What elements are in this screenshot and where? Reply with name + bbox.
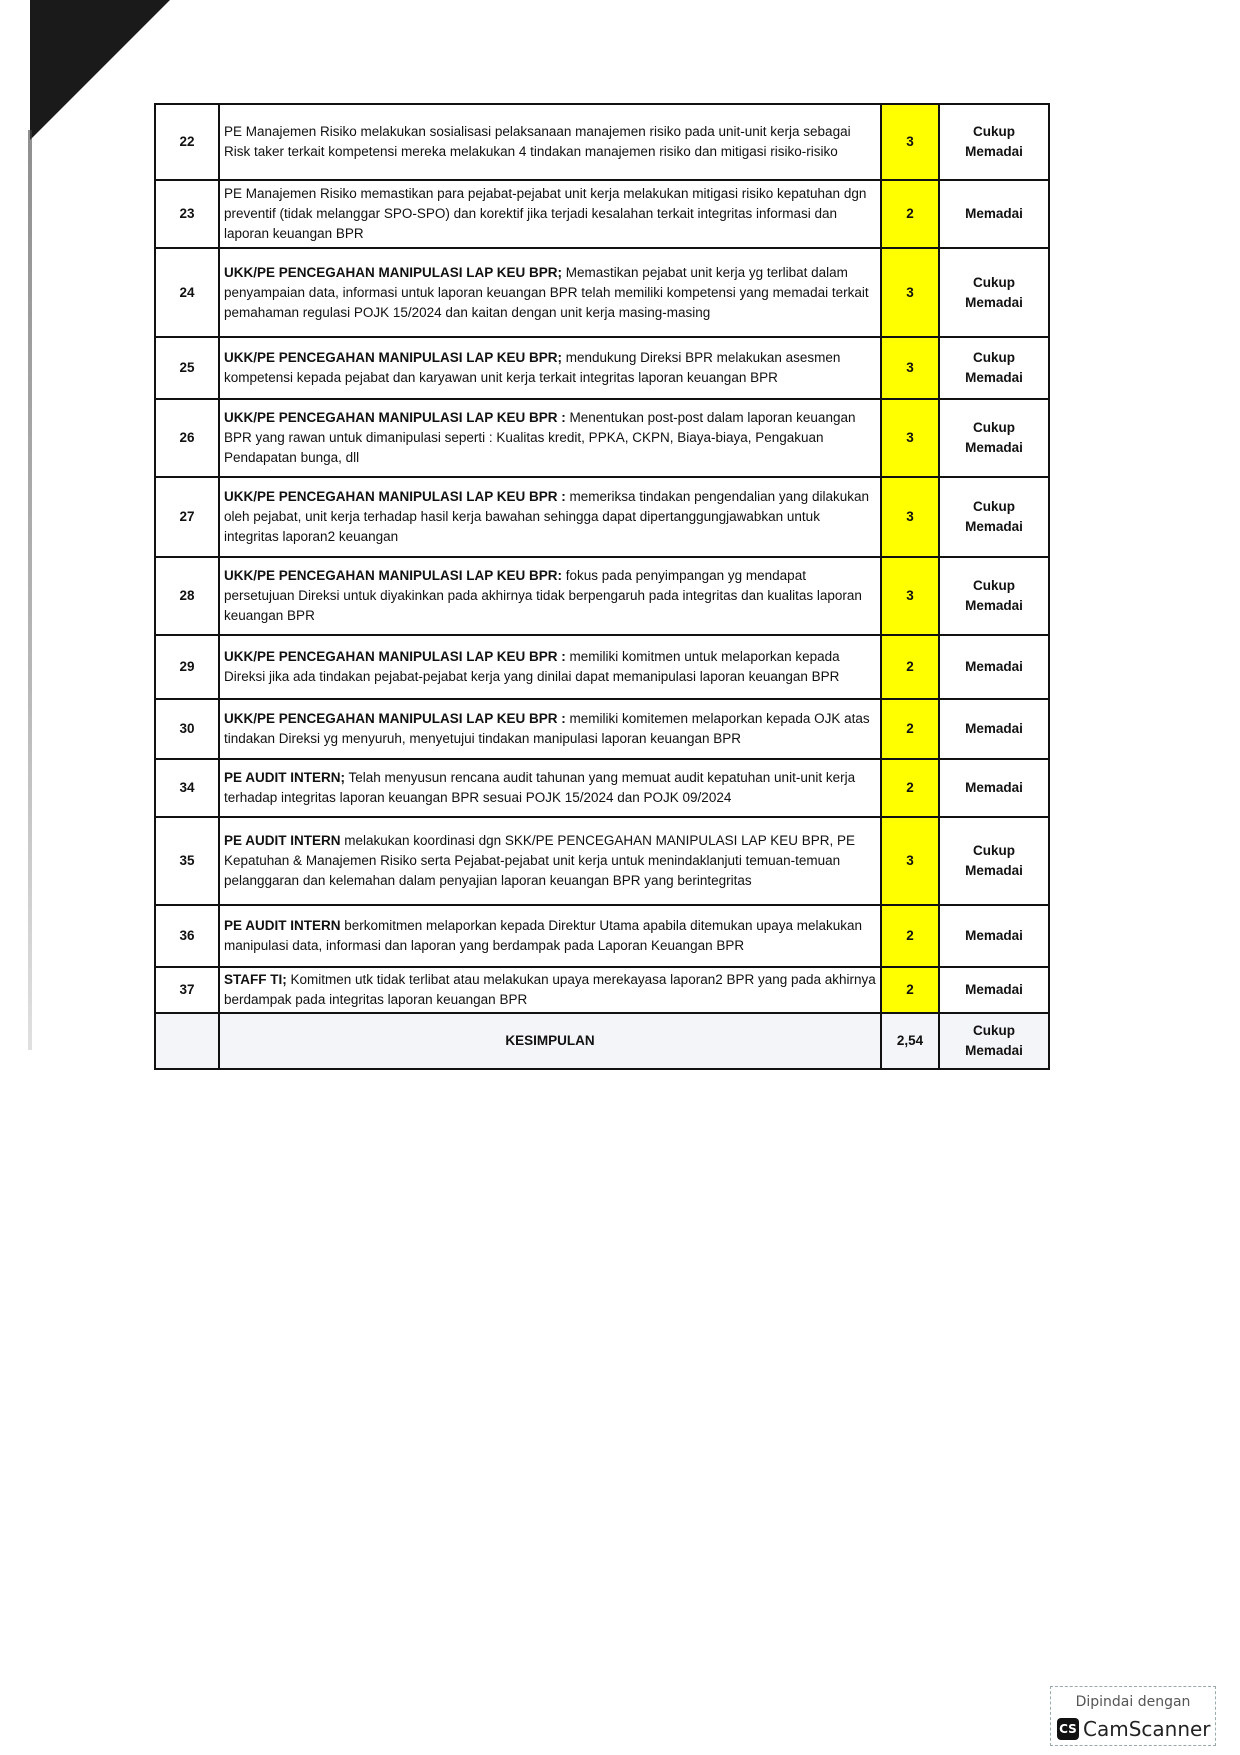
row-number: 27	[155, 477, 219, 557]
row-result: Memadai	[939, 905, 1049, 967]
row-description	[219, 337, 881, 399]
row-score: 3	[881, 817, 939, 905]
row-text: PE Manajemen Risiko memastikan para pejabat-pejabat unit kerja melakukan mitigasi risiko kepatuhan dgn preventif (tidak melanggar SPO-SPO) dan korektif jika terjadi kesalahan terkait integritas informasi dan laporan keuangan BPR	[224, 186, 867, 241]
row-score: 2	[881, 635, 939, 699]
table-row	[155, 399, 1049, 477]
table-row	[155, 905, 1049, 967]
row-number: 25	[155, 337, 219, 399]
row-description	[219, 180, 881, 248]
row-lead: UKK/PE PENCEGAHAN MANIPULASI LAP KEU BPR;	[224, 264, 563, 280]
summary-empty-cell	[155, 1013, 219, 1069]
row-number: 36	[155, 905, 219, 967]
row-result: Cukup Memadai	[939, 248, 1049, 337]
table-row	[155, 557, 1049, 635]
row-number: 22	[155, 104, 219, 180]
row-result: Memadai	[939, 967, 1049, 1013]
table-row	[155, 104, 1049, 180]
row-score: 2	[881, 180, 939, 248]
row-result: Memadai	[939, 699, 1049, 759]
table-row	[155, 337, 1049, 399]
scan-left-edge-shadow	[28, 130, 32, 1050]
row-score: 3	[881, 104, 939, 180]
row-result: Memadai	[939, 635, 1049, 699]
row-score: 3	[881, 248, 939, 337]
row-text: PE Manajemen Risiko melakukan sosialisasi pelaksanaan manajemen risiko pada unit-unit kerja sebagai Risk taker terkait kompetensi mereka melakukan 4 tindakan manajemen risiko dan mitigasi risiko-risiko	[224, 124, 851, 159]
row-score: 2	[881, 905, 939, 967]
table-row	[155, 967, 1049, 1013]
row-lead: UKK/PE PENCEGAHAN MANIPULASI LAP KEU BPR :	[224, 489, 566, 504]
summary-score: 2,54	[881, 1013, 939, 1069]
watermark-brand-name: CamScanner	[1083, 1717, 1211, 1741]
row-score: 2	[881, 699, 939, 759]
row-number: 23	[155, 180, 219, 248]
table-row	[155, 477, 1049, 557]
row-score: 3	[881, 337, 939, 399]
row-lead: STAFF TI;	[224, 972, 287, 987]
row-number: 37	[155, 967, 219, 1013]
table-row	[155, 817, 1049, 905]
row-lead: UKK/PE PENCEGAHAN MANIPULASI LAP KEU BPR;	[224, 350, 563, 365]
row-text: memiliki komitemen melaporkan kepada OJK atas tindakan Direksi yg menyuruh, menyetujui tindakan manipulasi laporan keuangan BPR	[224, 711, 870, 746]
summary-label: KESIMPULAN	[219, 1013, 881, 1069]
row-text: Komitmen utk tidak terlibat atau melakukan upaya merekayasa laporan2 BPR yang pada akhirnya berdampak pada integritas laporan keuangan BPR	[224, 972, 876, 1007]
row-description	[219, 635, 881, 699]
assessment-table	[154, 103, 1050, 1070]
row-number: 26	[155, 399, 219, 477]
row-text: Menentukan post-post dalam laporan keuangan BPR yang rawan untuk dimanipulasi seperti : Kualitas kredit, PPKA, CKPN, Biaya-biaya, Pengakuan Pendapatan bunga, dll	[224, 410, 856, 465]
row-result: Cukup Memadai	[939, 104, 1049, 180]
row-text: melakukan koordinasi dgn SKK/PE PENCEGAHAN MANIPULASI LAP KEU BPR, PE Kepatuhan & Manajemen Risiko serta Pejabat-pejabat unit kerja untuk menindaklanjuti temuan-temuan pelanggaran dan kelemahan dalam penyajian laporan keuangan BPR yang berintegritas	[224, 833, 855, 888]
row-lead: PE AUDIT INTERN	[224, 918, 341, 933]
row-description	[219, 248, 881, 337]
row-description	[219, 477, 881, 557]
watermark-brand	[1057, 1717, 1211, 1741]
table-row	[155, 248, 1049, 337]
summary-result: Cukup Memadai	[939, 1013, 1049, 1069]
row-lead: PE AUDIT INTERN	[224, 833, 341, 848]
row-text: berkomitmen melaporkan kepada Direktur Utama apabila ditemukan upaya melakukan manipulasi data, informasi dan laporan yang berdampak pada Laporan Keuangan BPR	[224, 918, 863, 953]
row-lead: UKK/PE PENCEGAHAN MANIPULASI LAP KEU BPR :	[224, 410, 566, 425]
row-text: mendukung Direksi BPR melakukan asesmen kompetensi kepada pejabat dan karyawan unit kerja terkait integritas laporan keuangan BPR	[224, 350, 841, 385]
row-number: 28	[155, 557, 219, 635]
row-score: 3	[881, 477, 939, 557]
table-row	[155, 635, 1049, 699]
row-result: Cukup Memadai	[939, 337, 1049, 399]
row-result: Cukup Memadai	[939, 817, 1049, 905]
scan-dark-corner	[30, 0, 170, 140]
camscanner-watermark	[1050, 1686, 1216, 1746]
row-description	[219, 399, 881, 477]
row-number: 35	[155, 817, 219, 905]
row-lead: UKK/PE PENCEGAHAN MANIPULASI LAP KEU BPR :	[224, 711, 566, 726]
camscanner-logo-icon: CS	[1057, 1718, 1079, 1740]
row-result: Memadai	[939, 180, 1049, 248]
row-lead: UKK/PE PENCEGAHAN MANIPULASI LAP KEU BPR :	[224, 649, 566, 664]
summary-row	[155, 1013, 1049, 1069]
row-result: Memadai	[939, 759, 1049, 817]
row-score: 2	[881, 759, 939, 817]
row-description	[219, 817, 881, 905]
row-text: Memastikan pejabat unit kerja yg terlibat dalam penyampaian data, informasi untuk laporan keuangan BPR telah memiliki kompetensi yang memadai terkait pemahaman regulasi POJK 15/2024 dan kaitan dengan unit kerja masing-masing	[224, 264, 869, 320]
row-score: 3	[881, 399, 939, 477]
row-result: Cukup Memadai	[939, 557, 1049, 635]
table-row	[155, 699, 1049, 759]
row-lead: PE AUDIT INTERN;	[224, 770, 345, 785]
row-number: 29	[155, 635, 219, 699]
watermark-caption: Dipindai dengan	[1075, 1694, 1191, 1710]
row-text: memiliki komitmen untuk melaporkan kepada Direksi jika ada tindakan pejabat-pejabat kerja yang dinilai dapat memanipulasi laporan keuangan BPR	[224, 649, 840, 684]
table-row	[155, 759, 1049, 817]
row-score: 2	[881, 967, 939, 1013]
row-description	[219, 557, 881, 635]
row-text: memeriksa tindakan pengendalian yang dilakukan oleh pejabat, unit kerja terhadap hasil kerja bawahan sehingga dapat dipertanggungjawabkan untuk integritas laporan2 keuangan	[224, 489, 869, 544]
row-number: 34	[155, 759, 219, 817]
row-text: fokus pada penyimpangan yg mendapat persetujuan Direksi untuk diyakinkan pada akhirnya tidak berpengaruh pada integritas dan kualitas laporan keuangan BPR	[224, 568, 862, 623]
row-description	[219, 759, 881, 817]
row-number: 30	[155, 699, 219, 759]
row-description	[219, 104, 881, 180]
row-lead: UKK/PE PENCEGAHAN MANIPULASI LAP KEU BPR:	[224, 568, 563, 583]
row-result: Cukup Memadai	[939, 399, 1049, 477]
row-result: Cukup Memadai	[939, 477, 1049, 557]
row-text: Telah menyusun rencana audit tahunan yang memuat audit kepatuhan unit-unit kerja terhadap integritas laporan keuangan BPR sesuai POJK 15/2024 dan POJK 09/2024	[224, 770, 856, 805]
row-description	[219, 905, 881, 967]
row-number: 24	[155, 248, 219, 337]
row-description	[219, 967, 881, 1013]
row-score: 3	[881, 557, 939, 635]
row-description	[219, 699, 881, 759]
table-row	[155, 180, 1049, 248]
